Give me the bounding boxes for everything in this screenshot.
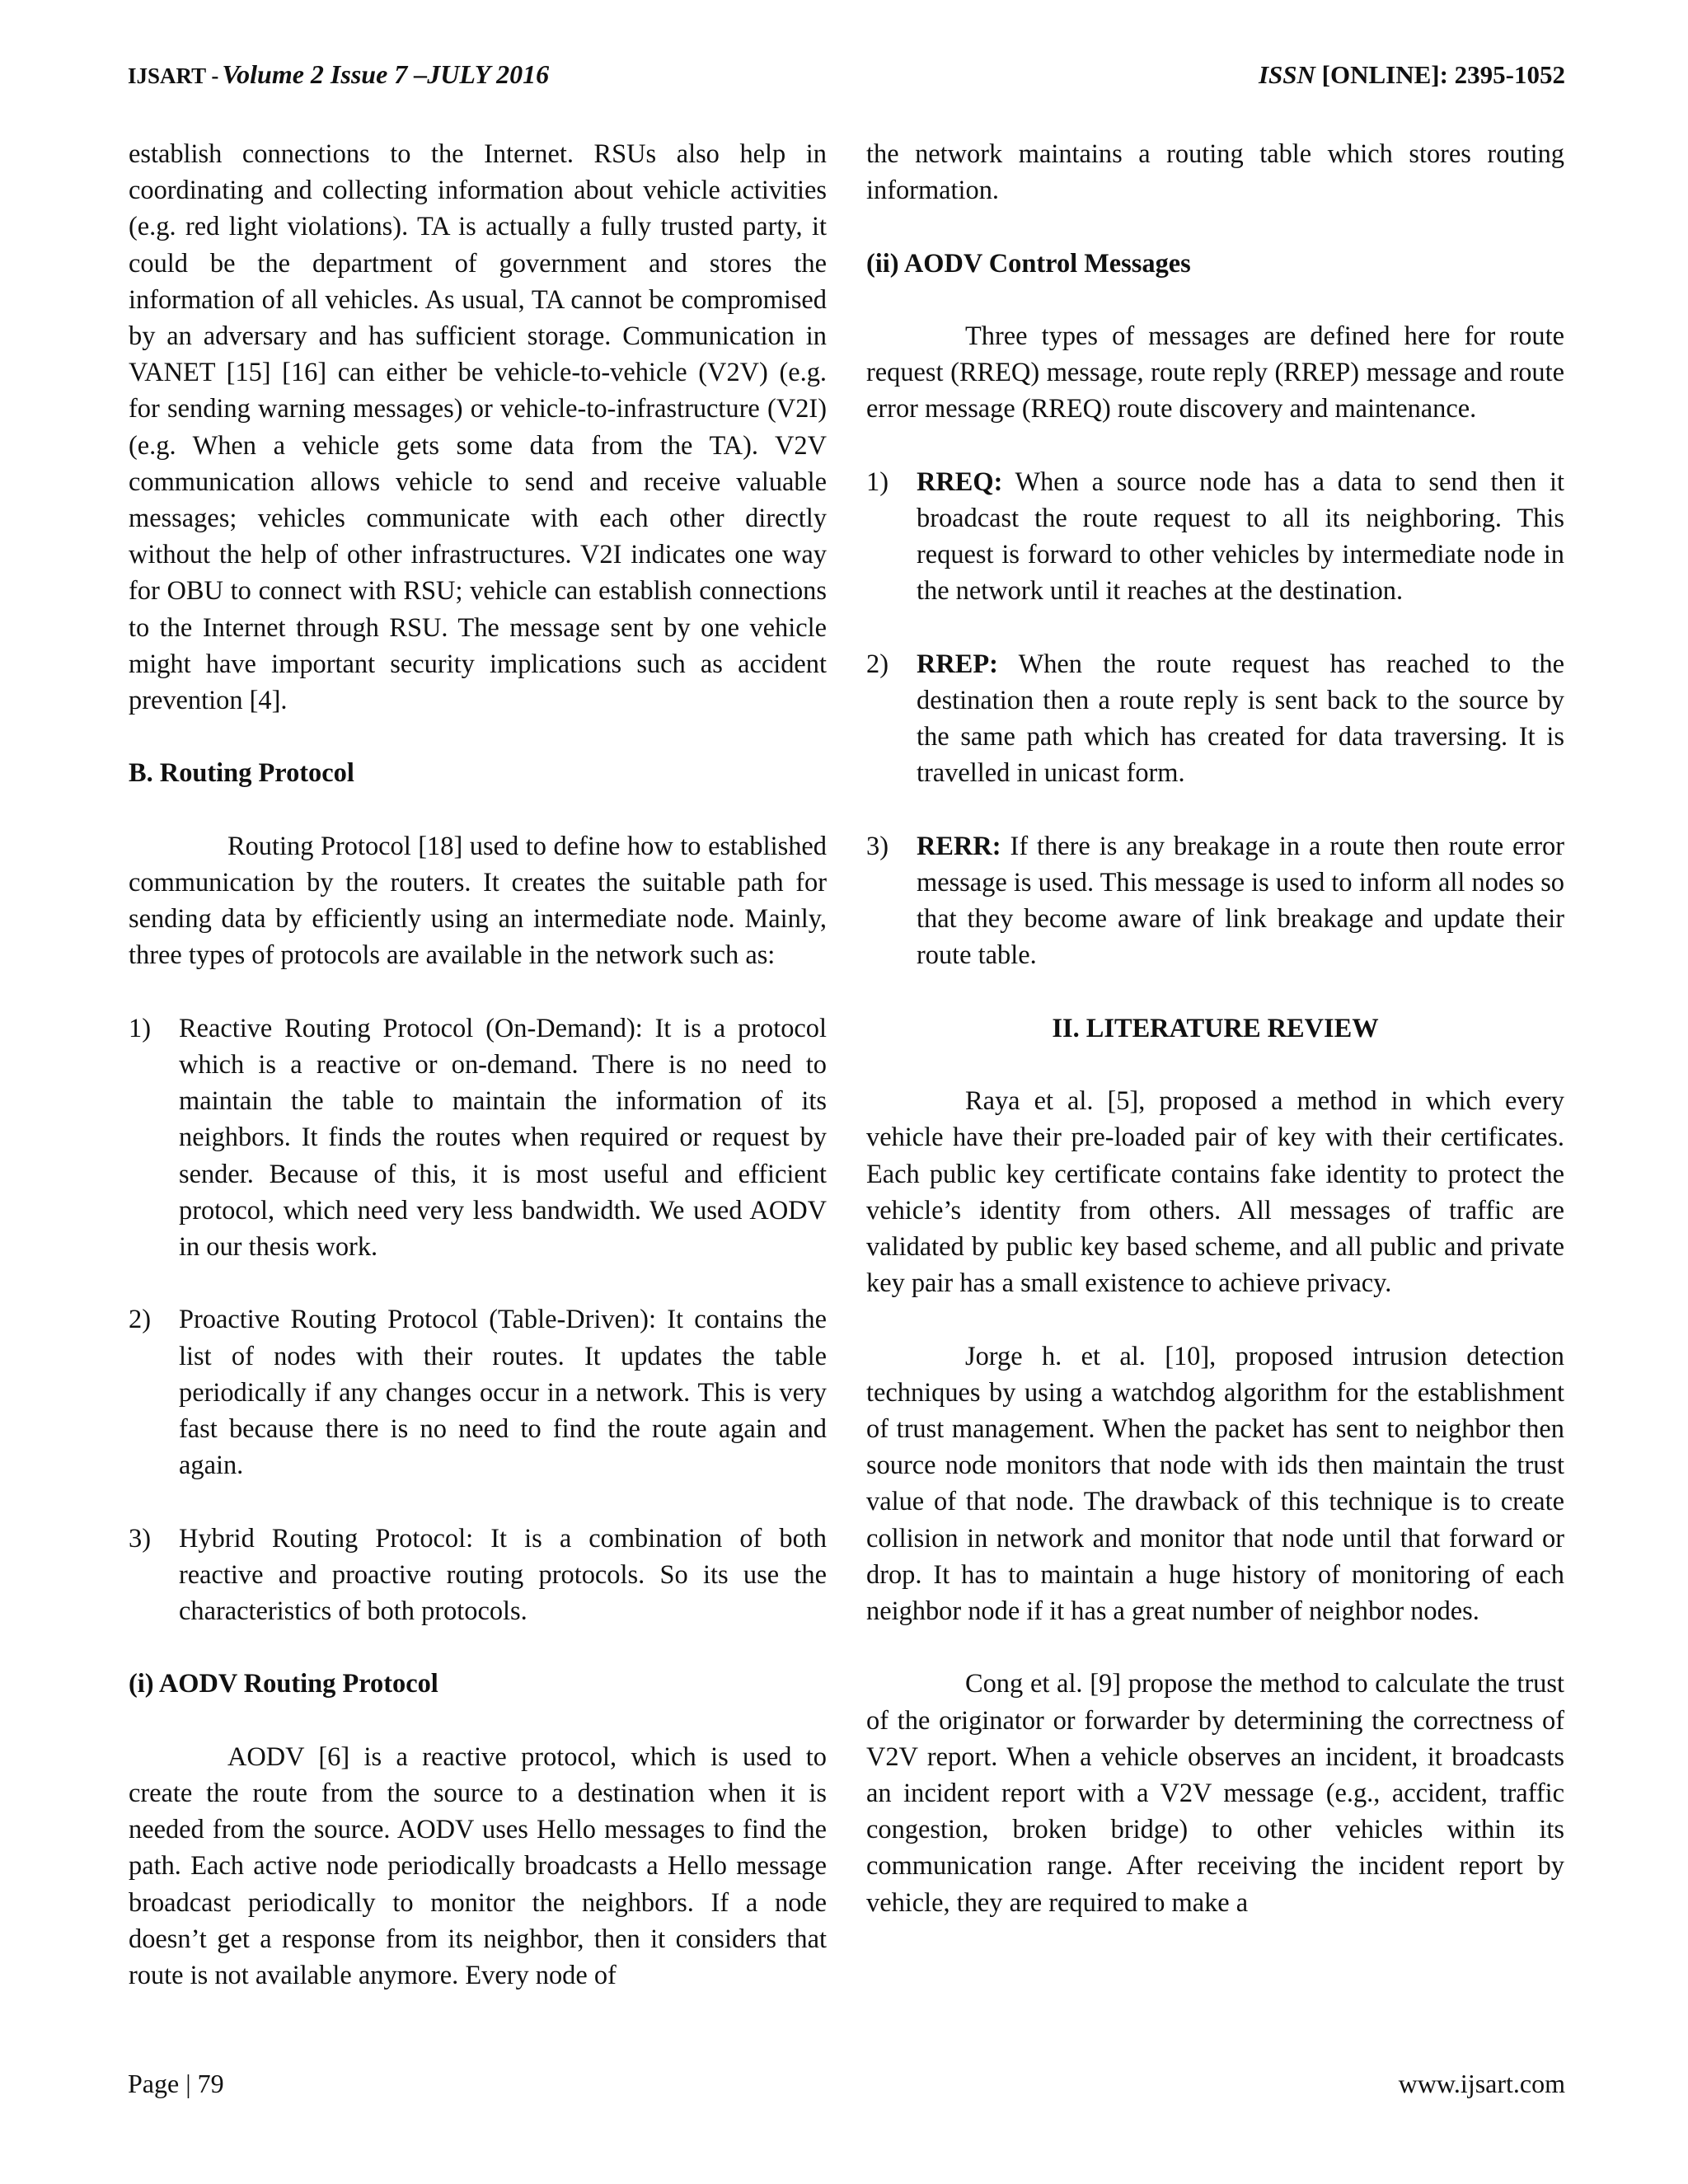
list-number: 3) <box>866 831 889 861</box>
issn-label: ISSN <box>1258 60 1315 89</box>
journal-short-name: IJSART - <box>128 63 219 88</box>
list-body <box>917 646 1564 792</box>
right-column <box>866 136 1564 1921</box>
heading-aodv-control: (ii) AODV Control Messages <box>866 248 1191 279</box>
list-item-hybrid <box>129 1521 827 1630</box>
page-header <box>128 59 1565 96</box>
list-text: When the route request has reached to the destination then a route reply is sent back to the source by the same path which has created for data traversing. It is travelled in unicast form. <box>917 649 1564 789</box>
paragraph-control-messages: Three types of messages are defined here for route request (RREQ) message, route reply (RREP) message and route error message (RREQ) route discovery and maintenance. <box>866 321 1564 424</box>
issn-value: [ONLINE]: 2395-1052 <box>1321 60 1565 89</box>
paragraph-aodv: AODV [6] is a reactive protocol, which is used to create the route from the source to a destination when it is needed from the source. AODV uses Hello messages to find the path. Each active node periodically broadcasts a Hello message broadcast periodically to monitor the neighbors. If a node doesn’t get a response from its neighbor, then it considers that route is not available anymore. Every node of <box>129 1741 827 1991</box>
list-body <box>917 464 1564 610</box>
paragraph-intro: establish connections to the Internet. RSUs also help in coordinating and collecting information about vehicle activities (e.g. red light violations). TA is actually a fully trusted party, it could be the department of government and stores the information of all vehicles. As usual, TA cannot be compromised by an adversary and has sufficient storage. Communication in VANET [15] [16] can either be vehicle-to-vehicle (V2V) (e.g. for sending warning messages) or vehicle-to-infrastructure (V2I) (e.g. When a vehicle gets some data from the TA). V2V communication allows vehicle to send and receive valuable messages; vehicles communicate with each other directly without the help of other infrastructures. V2I indicates one way for OBU to connect with RSU; vehicle can establish connections to the Internet through RSU. The message sent by one vehicle might have important security implications such as accident prevention [4]. <box>129 139 827 716</box>
heading-aodv-routing: (i) AODV Routing Protocol <box>129 1669 438 1699</box>
page-number: Page | 79 <box>128 2069 224 2098</box>
list-number: 3) <box>129 1523 151 1554</box>
list-number: 2) <box>129 1305 151 1335</box>
list-term: RREP: <box>917 649 998 679</box>
list-text: Proactive Routing Protocol (Table-Driven): It contains the list of nodes with their routes. It updates the table periodically if any changes occur in a network. This is very fast because there is no need to find the route again and again. <box>179 1305 827 1481</box>
list-text: Hybrid Routing Protocol: It is a combination of both reactive and proactive routing protocols. So its use the characteristics of both protocols. <box>179 1523 827 1627</box>
list-item-rrep <box>866 646 1564 792</box>
website: www.ijsart.com <box>1398 2069 1565 2098</box>
list-term: RERR: <box>917 831 1001 861</box>
paragraph-raya: Raya et al. [5], proposed a method in which every vehicle have their pre-loaded pair of key with their certificates. Each public key certificate contains fake identity to protect the vehicle’s identity from others. All messages of traffic are validated by public key based scheme, and all public and private key pair has a small existence to achieve privacy. <box>866 1086 1564 1299</box>
heading-literature-review: II. LITERATURE REVIEW <box>1052 1013 1379 1043</box>
list-item-reactive <box>129 1010 827 1265</box>
paragraph-routing-protocol: Routing Protocol [18] used to define how to established communication by the routers. It creates the suitable path for sending data by efficiently using an intermediate node. Mainly, three types of protocols are available in the network such as: <box>129 831 827 971</box>
list-number: 2) <box>866 649 889 679</box>
page-footer <box>128 2065 1565 2102</box>
list-item-rerr <box>866 828 1564 974</box>
list-text: When a source node has a data to send then it broadcast the route request to all its neighboring. This request is forward to other vehicles by intermediate node in the network until it reaches at the destination. <box>917 466 1564 607</box>
list-text: Reactive Routing Protocol (On-Demand): It is a protocol which is a reactive or on-demand. There is no need to maintain the table to maintain the information of its neighbors. It finds the routes when required or request by sender. Because of this, it is most useful and efficient protocol, which need very less bandwidth. We used AODV in our thesis work. <box>179 1013 827 1263</box>
list-item-proactive <box>129 1301 827 1483</box>
paragraph-cong: Cong et al. [9] propose the method to calculate the trust of the originator or forwarder by determining the correctness of V2V report. When a vehicle observes an incident, it broadcasts an incident report with a V2V message (e.g., accident, traffic congestion, broken bridge) to other vehicles within its communication range. After receiving the incident report by vehicle, they are required to make a <box>866 1669 1564 1918</box>
list-term: RREQ: <box>917 466 1003 497</box>
issn-info <box>1259 60 1565 90</box>
list-body <box>917 828 1564 974</box>
paragraph-jorge: Jorge h. et al. [10], proposed intrusion detection techniques by using a watchdog algorithm for the establishment of trust management. When the packet has sent to neighbor then source node monitors that node with ids then maintain the trust value of that node. The drawback of this technique is to create collision in network and monitor that node until that forward or drop. It has to maintain a huge history of monitoring of each neighbor node if it has a great number of neighbor nodes. <box>866 1341 1564 1626</box>
list-number: 1) <box>129 1013 151 1043</box>
left-column <box>129 136 827 1994</box>
list-text: If there is any breakage in a route then route error message is used. This message is used to inform all nodes so that they become aware of link breakage and update their route table. <box>917 831 1564 971</box>
journal-info <box>128 59 549 90</box>
list-number: 1) <box>866 466 889 497</box>
journal-volume: Volume 2 Issue 7 –JULY 2016 <box>222 59 550 89</box>
paragraph-continuation: the network maintains a routing table which stores routing information. <box>866 139 1564 206</box>
list-item-rreq <box>866 464 1564 610</box>
heading-routing-protocol: B. Routing Protocol <box>129 758 354 789</box>
